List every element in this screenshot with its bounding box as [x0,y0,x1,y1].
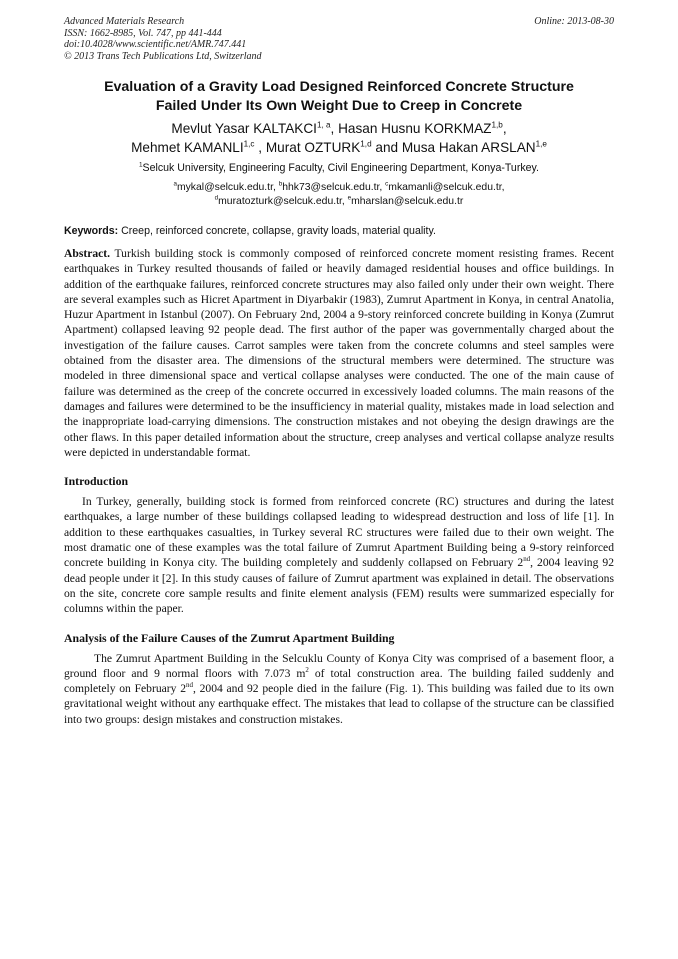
author-name: Mevlut Yasar KALTAKCI [171,121,317,136]
keywords [64,224,614,238]
email-sup: a [173,180,177,188]
author-name: Hasan Husnu KORKMAZ [338,121,492,136]
copyright: © 2013 Trans Tech Publications Ltd, Switzerland [64,50,262,62]
author-sup: 1,e [535,139,547,149]
section-heading-analysis: Analysis of the Failure Causes of the Zumrut Apartment Building [64,630,395,645]
intro-sup: nd [523,555,531,564]
analysis-text: The Zumrut Apartment Building in the Selcuklu County of Konya City was comprised of a basement floor, a ground floor and 9 normal floors with 7.073 m [64,651,614,680]
analysis-sup: 2 [305,665,309,674]
analysis-sup: nd [186,681,193,690]
author-name: Musa Hakan ARSLAN [401,140,536,155]
email-line-2 [64,195,614,209]
analysis-text: of total construction area. The building failed suddenly and completely on February 2 [64,666,614,696]
email-link[interactable]: mharslan@selcuk.edu.tr [351,195,464,207]
author-name: Murat OZTURK [265,140,361,155]
email-line-1 [64,181,614,195]
journal-name: Advanced Materials Research [64,16,185,27]
affiliation-text: Selcuk University, Engineering Faculty, Civil Engineering Department, Konya-Turkey. [142,162,539,174]
author-sup: 1,d [360,139,372,149]
author-separator: , [502,121,507,136]
abstract-text: Turkish building stock is commonly composed of reinforced concrete moment resisting frames. Recent earthquakes in Turkey resulted thousands of failed or heavily damaged residential houses and office buildings. In addition of the earthquake failures, reinforced concrete structures may also failed only under their own weight. There are several examples such as Hicret Apartment in Diyarbakir (1983), Zumrut Apartment in Konya, in central Anatolia, Huzur Apartment in Istanbul (2007). On February 2nd, 2004 a 9-story reinforced concrete building in Konya (Zumrut Apartment) collapsed leaving 92 people dead. The first author of the paper was governmentally charged about the investigation of the failure causes. Carrot samples were taken from the concrete columns and steel samples were obtained from the disaster area. The dimensions of the structural members were determined. The structure was modeled in three dimensional space and vertical collapse analyses were conducted. The one of the main cause of failure was determined as the creep of the concrete occurred in excessively loaded columns. The main reasons of the damages and failures were determined to be the insufficiency in material quality, mistakes made in load selection and the inappropriate load-carrying dimensions. The construction mistakes and not obeying the design drawings are the other flaws. In this paper detailed information about the structure, creep analyses and vertical collapse analyze results were depicted in understandable format. [64,247,614,459]
doi: doi:10.4028/www.scientific.net/AMR.747.441 [64,39,247,50]
email-sup: c [385,180,389,188]
paper-title [64,78,614,116]
author-line-2 [64,138,614,157]
affiliation [64,161,614,175]
email-link[interactable]: hhk73@selcuk.edu.tr, [282,182,386,193]
keywords-text: Creep, reinforced concrete, collapse, gravity loads, material quality. [118,225,436,237]
email-link[interactable]: mykal@selcuk.edu.tr, [176,182,279,193]
analysis-text: , 2004 and 92 people died in the failure (Fig. 1). This building was failed due to its own gravitational weight without any earthquake effect. The mistakes that lead to collapse of the structure can be classified into two groups: design mistakes and construction mistakes. [64,682,615,726]
online-date: Online: 2013-08-30 [534,16,614,27]
email-sup: b [278,180,283,188]
analysis-paragraph [64,651,614,727]
affiliation-sup: 1 [139,161,143,169]
author-line-1 [64,119,614,138]
email-sup: e [347,194,352,202]
author-separator: , [254,140,266,155]
author-sup: 1, a [316,120,331,130]
author-emails [64,181,614,208]
author-separator: and [371,140,402,155]
author-name: Mehmet KAMANLI [131,140,244,155]
abstract-label: Abstract. [64,247,111,260]
author-list [64,119,614,157]
abstract [64,246,614,460]
intro-text: , 2004 leaving 92 dead people under it [2]. In this study causes of failure of Zumrut apartment was explained in detail. The observations on the site, concrete core sample results and finite element analysis (FEM) results were summarized especially for columns within the paper. [64,556,614,616]
author-separator: , [330,121,339,136]
section-heading-introduction: Introduction [64,474,129,489]
introduction-paragraph [64,494,614,616]
keywords-label: Keywords: [64,225,119,237]
intro-text: In Turkey, generally, building stock is formed from reinforced concrete (RC) structures and during the latest earthquakes, a large number of these buildings collapsed leading to widespread destruction and loss of life [1]. In addition to these earthquakes casualties, in Turkey several RC structures were failed due to their own weight. The most dramatic one of these examples was the total failure of Zumrut Apartment Building being a 9-story reinforced concrete building in Konya city. The building completely and suddenly collapsed on February 2 [64,495,614,570]
title-line-2: Failed Under Its Own Weight Due to Creep in Concrete [155,98,523,114]
email-sup: d [214,194,219,202]
issn: ISSN: 1662-8985, Vol. 747, pp 441-444 [64,27,222,39]
author-sup: 1,b [491,120,503,130]
title-line-1: Evaluation of a Gravity Load Designed Reinforced Concrete Structure [104,79,574,95]
email-link[interactable]: muratozturk@selcuk.edu.tr, [218,195,348,207]
email-link[interactable]: mkamanli@selcuk.edu.tr, [388,182,505,193]
journal-header [64,16,614,62]
author-sup: 1,c [243,139,255,149]
